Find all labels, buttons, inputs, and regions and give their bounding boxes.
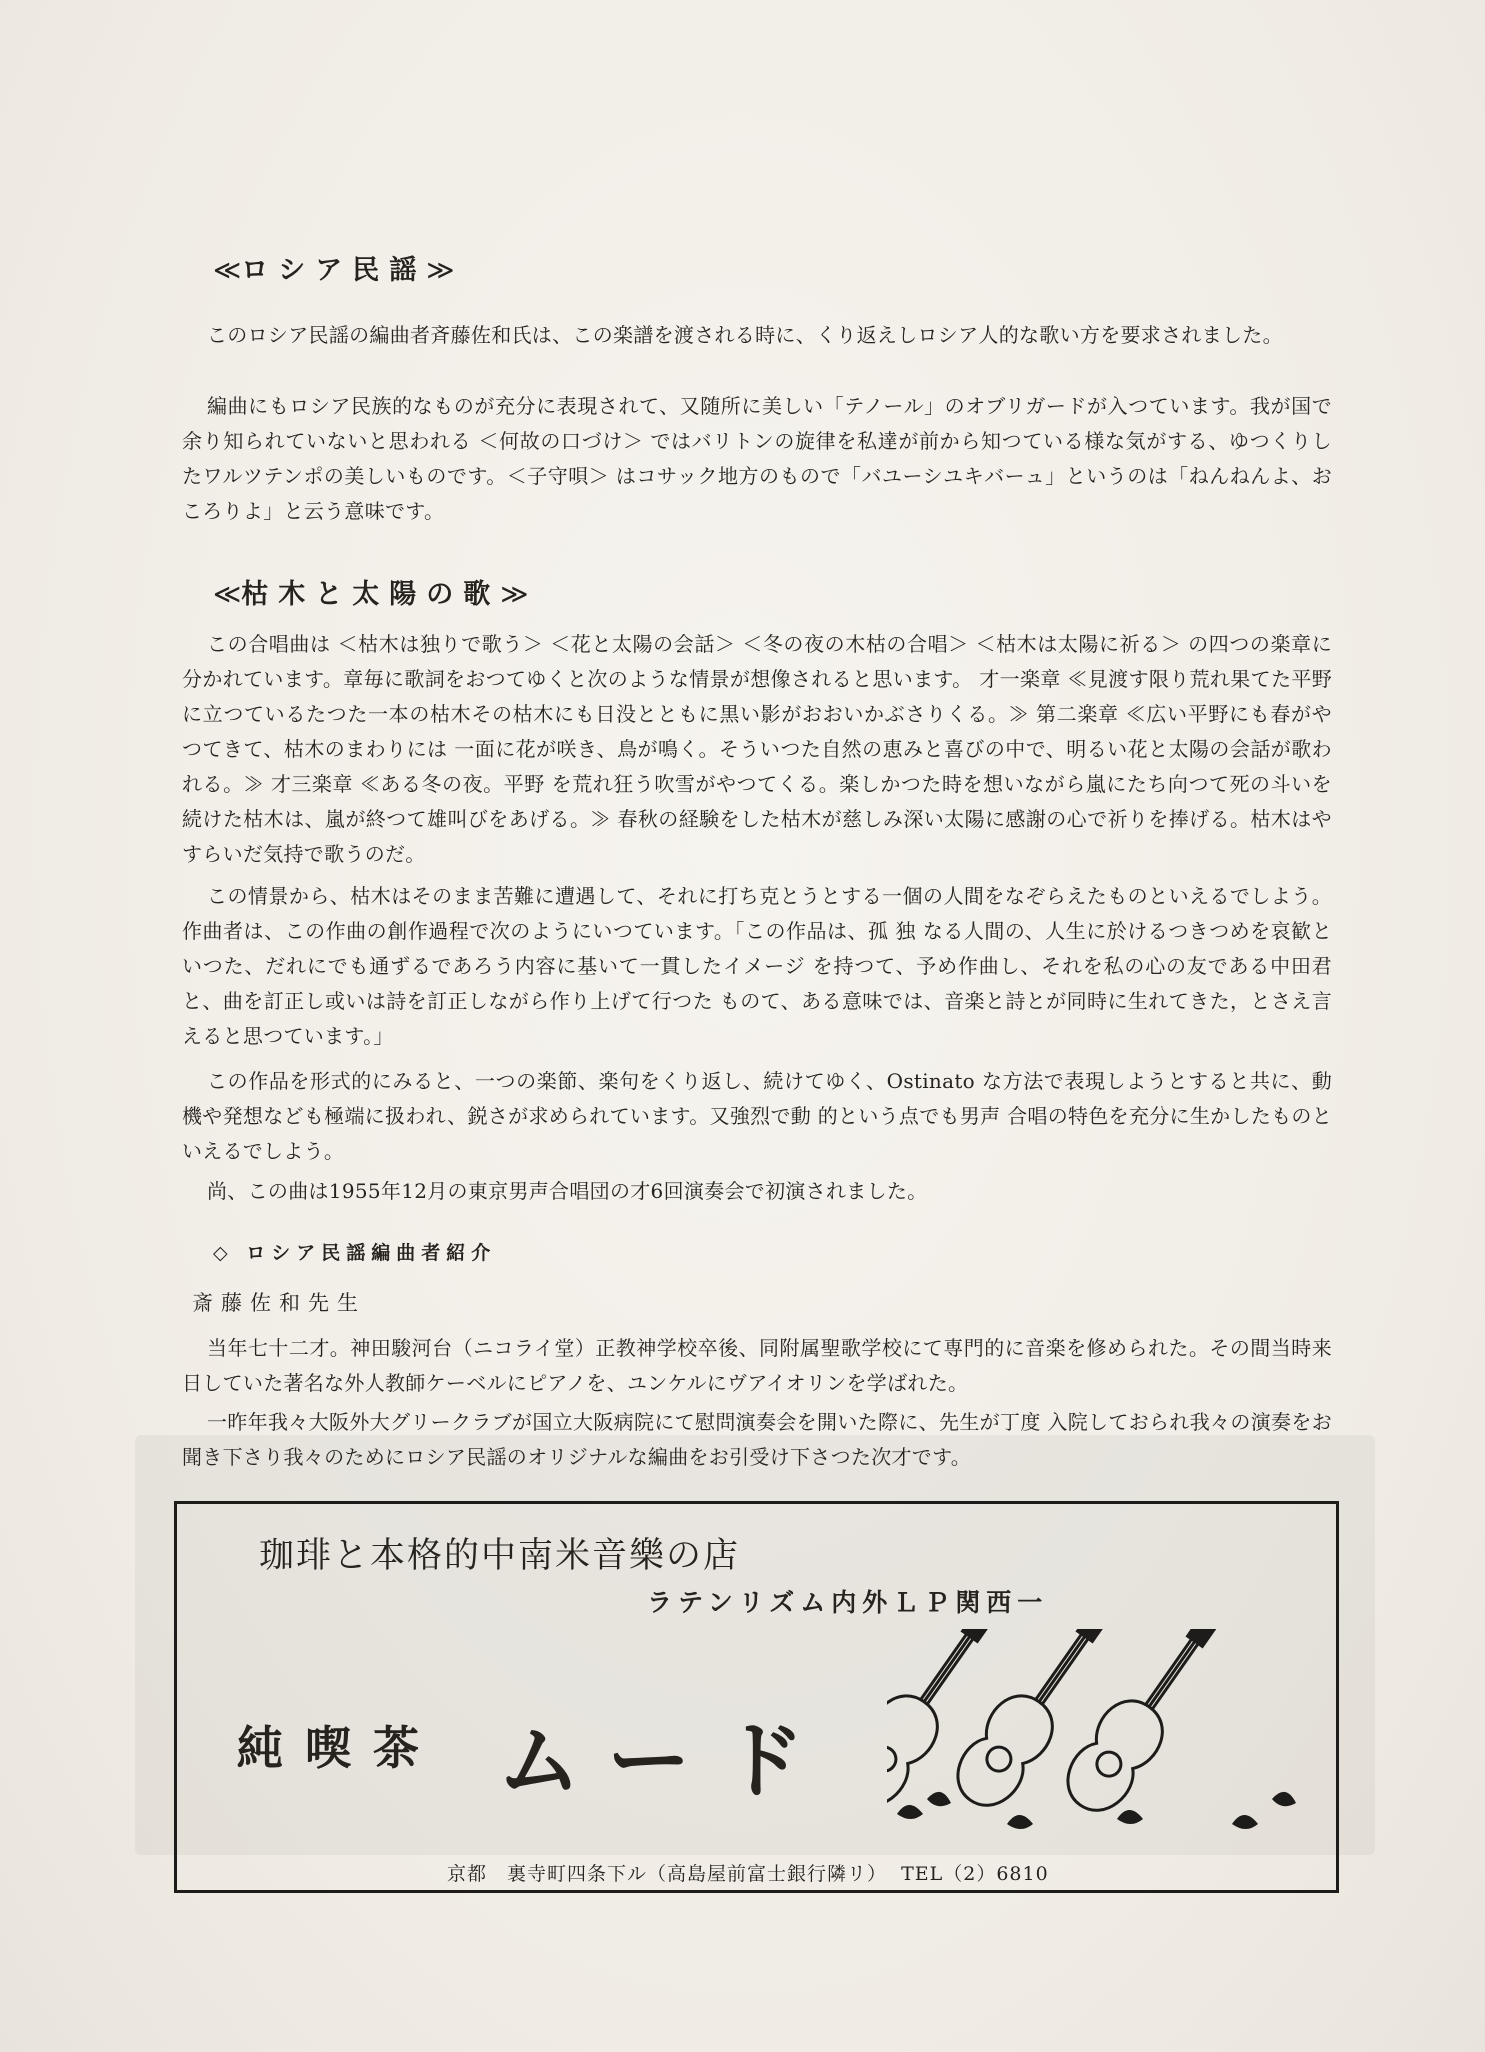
ad-address: 京都 裏寺町四条下ル（高島屋前富士銀行隣リ） TEL（2）6810 <box>447 1863 1049 1885</box>
heading-bracket-close: ≫ <box>500 579 529 610</box>
heading-text: 枯木と太陽の歌 <box>241 579 501 610</box>
dead-tree-paragraph-4: 尚、この曲は1955年12月の東京男声合唱団の才6回演奏会で初演されました。 <box>207 1179 928 1203</box>
arranger-heading-text: ロシア民謡編曲者紹介 <box>246 1242 497 1264</box>
dead-tree-heading <box>213 572 529 611</box>
ad-tagline: 珈琲と本格的中南米音樂の店 <box>259 1536 741 1576</box>
arranger-paragraph-1: 当年七十二才。神田駿河台（ニコライ堂）正教神学校卒後、同附属聖歌学校にて専門的に音楽を修められた。その間当時来日していた著名な外人教師ケーベルにピアノを、ユンケルにヴアイオリンを学ばれた。 <box>182 1336 1332 1395</box>
ad-subtagline: ラテンリズム内外ＬＰ関西一 <box>647 1588 1049 1617</box>
heading-bracket-open: ≪ <box>213 579 242 610</box>
dead-tree-paragraph-2: この情景から、枯木はそのまま苦難に遭遇して、それに打ち克とうとする一個の人間をなぞらえたものといえるでしよう。作曲者は、この作曲の創作過程で次のようにいつています。「この作品は、孤 独 なる人間の、人生に於けるつきつめを哀歓といつた、だれにでも通ずるであろう内容に基いて一貫したイメージ を持つて、予め作曲し、それを私の心の友である中田君と、曲を訂正し或いは詩を訂正しながら作り上げて行つた ものて、ある意味では、音楽と詩とが同時に生れてきた，とさえ言えると思つています。」 <box>182 884 1332 1048</box>
russian-folk-paragraph-1: このロシア民謡の編曲者斉藤佐和氏は、この楽譜を渡される時に、くり返えしロシア人的な歌い方を要求されました。 <box>207 323 1283 347</box>
heading-bracket-open: ≪ <box>213 255 242 286</box>
russian-folk-heading <box>213 248 455 287</box>
russian-folk-paragraph-2: 編曲にもロシア民族的なものが充分に表現されて、又随所に美しい「テノール」のオブリガードが入つています。我が国で余り知られていないと思われる ＜何故の口づけ＞ ではバリトンの旋律を私達が前から知つている様な気がする、ゆつくりしたワルツテンポの美しいものです。＜子守唄＞ はコサック地方のもので「バユーシユキバーュ」というのは「ねんねんよ、おころりよ」と云う意味です。 <box>182 394 1332 523</box>
diamond-icon: ◇ <box>213 1242 234 1264</box>
arranger-heading <box>213 1238 496 1265</box>
heading-text: ロシア民謡 <box>241 255 427 286</box>
ad-shop-name: ムード <box>497 1712 835 1810</box>
dead-tree-paragraph-1: この合唱曲は ＜枯木は独りで歌う＞ ＜花と太陽の会話＞ ＜冬の夜の木枯の合唱＞ ＜枯木は太陽に祈る＞ の四つの楽章に分かれています。章毎に歌詞をおつてゆくと次のような情景が想像されると思います。 才一楽章 ≪見渡す限り荒れ果てた平野に立つているたつた一本の枯木その枯木にも日没とともに黒い影がおおいかぶさりくる。≫ 第二楽章 ≪広い平野にも春がやつてきて、枯木のまわりには 一面に花が咲き、鳥が鳴く。そういつた自然の恵みと喜びの中で、明るい花と太陽の会話が歌われる。≫ 才三楽章 ≪ある冬の夜。平野 を荒れ狂う吹雪がやつてくる。楽しかつた時を想いながら嵐にたち向つて死の斗いを続けた枯木は、嵐が終つて雄叫びをあげる。≫ 春秋の経験をした枯木が慈しみ深い太陽に感謝の心で祈りを捧げる。枯木はやすらいだ気持で歌うのだ。 <box>182 632 1332 866</box>
ad-shop-type: 純喫茶 <box>237 1721 441 1775</box>
heading-bracket-close: ≫ <box>426 255 455 286</box>
dead-tree-paragraph-3: この作品を形式的にみると、一つの楽節、楽句をくり返し、続けてゆく、Ostinato な方法で表現しようとすると共に、動機や発想なども極端に扱われ、鋭さが求められています。又強烈で動 的という点でも男声 合唱の特色を充分に生かしたものといえるでしよう。 <box>182 1069 1332 1163</box>
arranger-paragraph-2: 一昨年我々大阪外大グリークラブが国立大阪病院にて慰問演奏会を開いた際に、先生が丁度 入院しておられ我々の演奏をお聞き下さり我々のためにロシア民謡のオリジナルな編曲をお引受け下さつた次才です。 <box>182 1410 1332 1469</box>
arranger-name: 斎藤佐和先生 <box>192 1291 366 1315</box>
cafe-advertisement <box>174 1501 1339 1893</box>
three-guitars-illustration-icon <box>887 1629 1317 1844</box>
